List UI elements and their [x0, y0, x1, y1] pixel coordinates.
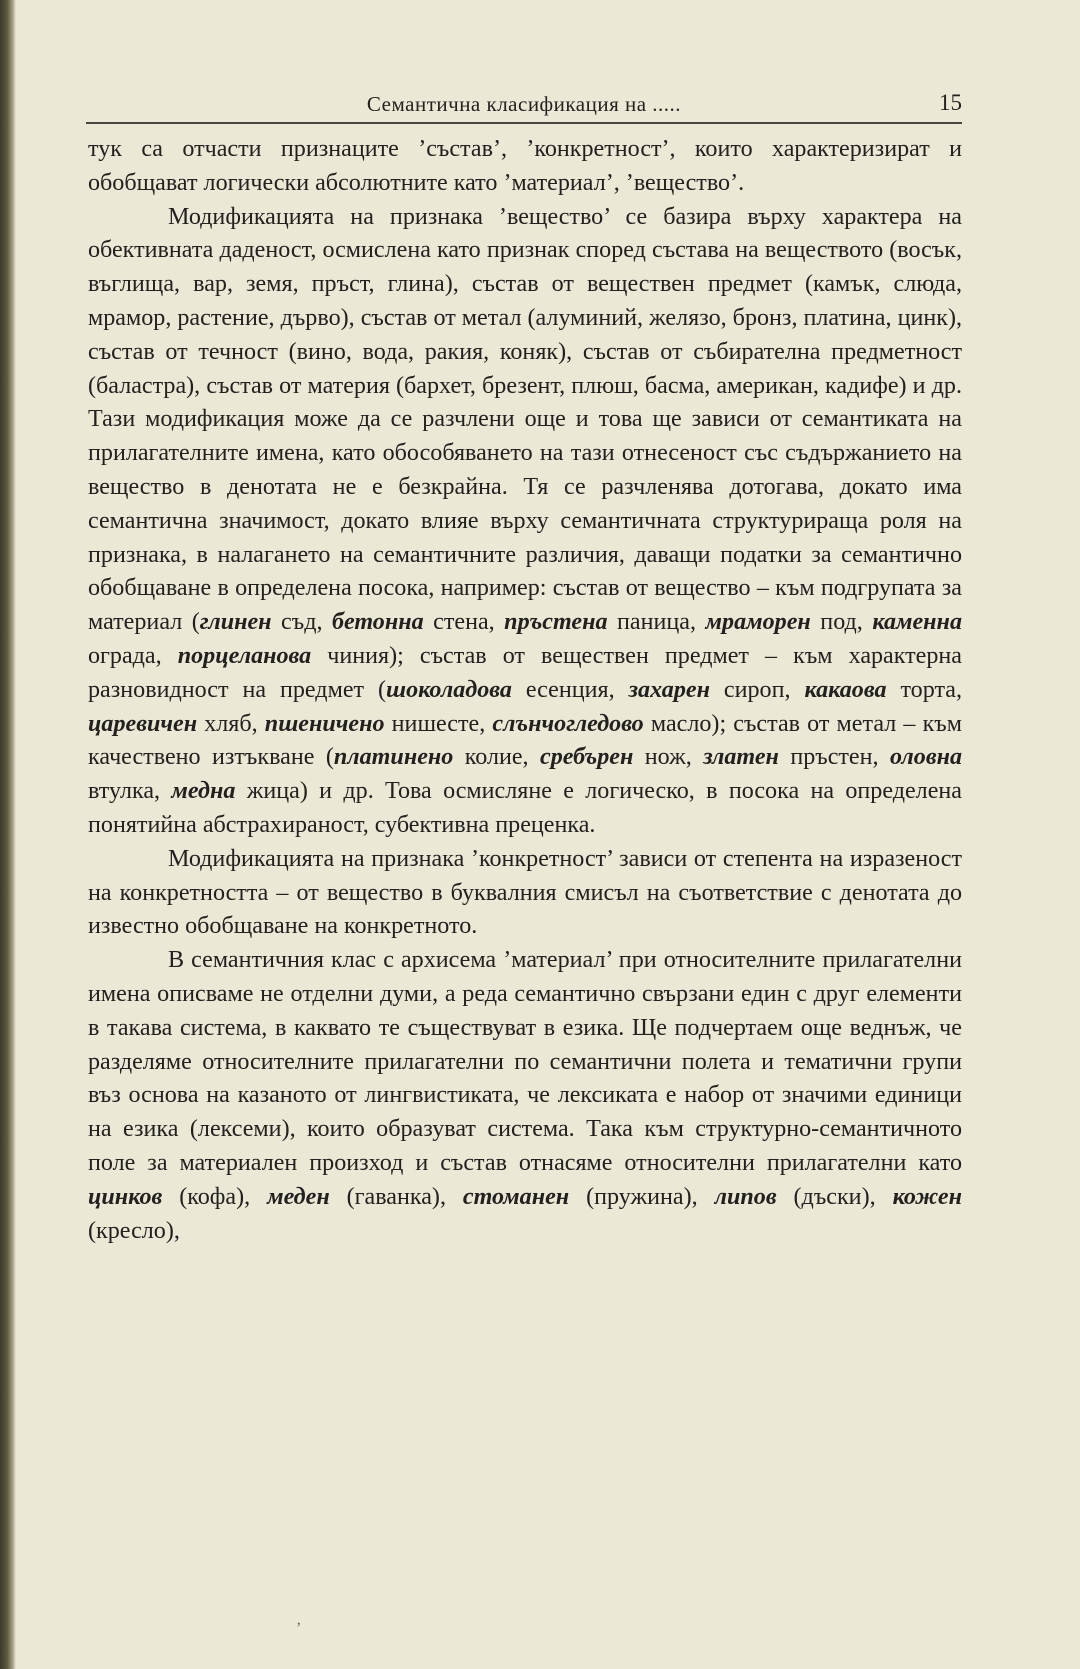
emphasized-term: слънчогледово — [492, 710, 644, 737]
text-run: втулка, — [88, 778, 172, 805]
emphasized-term: бетонна — [331, 609, 424, 636]
text-run: жица) и др. Това осмисляне е логическо, в посока на определена понятийна абстрахираност, субективна преценка. — [88, 778, 962, 838]
text-run: съд, — [271, 609, 332, 636]
text-run: нишесте, — [384, 710, 493, 737]
emphasized-term: пшеничено — [264, 710, 385, 737]
page-number: 15 — [939, 90, 962, 115]
emphasized-term: кожен — [892, 1183, 962, 1210]
emphasized-term: шоколадова — [386, 676, 512, 703]
paper-speck-icon: ’ — [296, 1620, 302, 1637]
text-run: ограда, — [88, 642, 178, 669]
emphasized-term: медна — [171, 778, 236, 805]
page-header — [86, 88, 962, 124]
text-run: паница, — [607, 609, 706, 636]
emphasized-term: пръстена — [504, 609, 608, 636]
paragraph — [88, 201, 962, 843]
text-run: сироп, — [709, 676, 805, 703]
emphasized-term: мраморен — [705, 609, 811, 636]
text-run: колие, — [453, 744, 540, 771]
text-run: есенция, — [511, 676, 629, 703]
paragraph — [88, 133, 962, 201]
text-run: чиния); състав от веществен предмет – към характерна разновидност на предмет ( — [88, 642, 962, 703]
emphasized-term: какаова — [804, 676, 887, 703]
text-run: В семантичния клас с архисема ’материал’ при относителните прилагателни имена описваме не отделни думи, а реда семантично свързани един с друг елементи в такава система, в каквато те съществуват в езика. Ще подчертаем още веднъж, че разделяме относителните прилагателни по семантични полета и тематични групи въз основа на казаното от лингвистиката, че лексиката е набор от значими единици на езика (лексеми), които образуват система. Така към структурно-семантичното поле за материален произход и състав отнасяме относителни прилагателни като — [88, 947, 962, 1176]
text-run: тук са отчасти признаците ’състав’, ’конкретност’, които характеризират и обобщават логически абсолютните като ’материал’, ’вещество’. — [88, 136, 962, 196]
emphasized-term: глинен — [199, 609, 272, 636]
text-run: (гаванка), — [329, 1183, 463, 1210]
emphasized-term: каменна — [872, 609, 962, 636]
emphasized-term: платинено — [333, 744, 454, 771]
text-run: пръстен, — [778, 744, 890, 771]
emphasized-term: порцеланова — [177, 642, 312, 669]
emphasized-term: оловна — [889, 744, 963, 771]
text-run: хляб, — [197, 710, 265, 737]
text-run: (пружина), — [569, 1183, 715, 1210]
text-run: нож, — [633, 744, 704, 771]
book-spine-shadow — [0, 0, 16, 1669]
emphasized-term: меден — [267, 1183, 330, 1210]
running-title: Семантична класификация на ..... — [366, 92, 682, 116]
text-run: Модификацията на признака ’вещество’ се базира върху характера на обективната даденост, осмислена като признак според състава на веществото (восък, въглища, вар, земя, пръст, глина), състав от веществен предмет (камък, слюда, мрамор, растение, дърво), състав от метал (алуминий, желязо, бронз, платина, цинк), състав от течност (вино, вода, ракия, коняк), състав от събирателна предметност (баластра), състав от материя (бархет, брезент, плюш, басма, американ, кадифе) и др. Тази модификация може да се разчлени още и това ще зависи от семантиката на прилагателните имена, като обособяването на тази отнесеност със съдържанието на вещество в денотата не е безкрайна. Тя се разчленява дотогава, докато има семантична значимост, докато влияе върху семантичната структурираща роля на признака, в налагането на семантичните различия, даващи податки за семантично обобщаване в определена посока, например: състав от вещество – към подгрупата за материал ( — [88, 203, 962, 636]
text-run: Модификацията на признака ’конкретност’ зависи от степента на изразеност на конкретността – от вещество в буквалния смисъл на съответствие с денотата до известно обобщаване на конкретното. — [88, 845, 962, 940]
emphasized-term: цинков — [88, 1183, 163, 1210]
text-run: стена, — [423, 609, 505, 636]
paragraph — [88, 843, 962, 944]
text-run: (дъски), — [776, 1183, 893, 1210]
text-run: (кресло), — [88, 1217, 180, 1244]
emphasized-term: захарен — [628, 676, 710, 703]
text-run: (кофа), — [162, 1183, 268, 1210]
emphasized-term: сребърен — [540, 744, 634, 771]
emphasized-term: стоманен — [462, 1183, 570, 1210]
paragraph — [88, 944, 962, 1248]
text-run: под, — [810, 609, 873, 636]
emphasized-term: царевичен — [88, 710, 198, 737]
body-text — [88, 133, 962, 1248]
text-run: масло); състав от метал – към качествено изтъкване ( — [88, 710, 962, 771]
emphasized-term: липов — [714, 1183, 777, 1210]
text-run: торта, — [886, 676, 962, 703]
emphasized-term: златен — [703, 744, 779, 771]
